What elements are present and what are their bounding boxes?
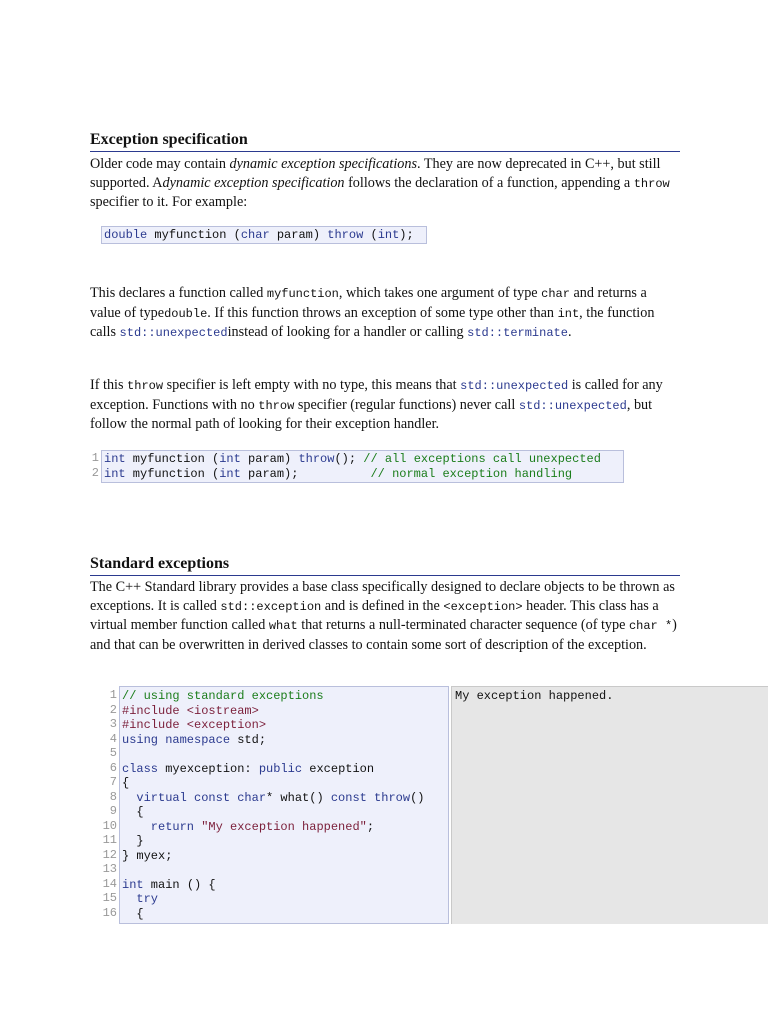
output-panel: My exception happened. xyxy=(451,686,768,924)
paragraph-declares: This declares a function called myfunction, which takes one argument of type char and returns a value of typedouble. If this function throws an exception of some type other than int, the function calls std::unexpectedinstead of looking for a handler or calling std::terminate. xyxy=(90,285,655,340)
code-line: int main () { xyxy=(122,877,216,892)
paragraph-empty-throw: If this throw specifier is left empty with no type, this means that std::unexpected is called for any exception. Functions with no throw specifier (regular functions) never call std::unexpected, but follow the normal path of looking for their exception handler. xyxy=(90,377,663,432)
code-line: virtual const char* what() const throw() xyxy=(122,790,425,805)
code-line: #include <iostream> xyxy=(122,703,259,718)
section-title-standard-exceptions: Standard exceptions xyxy=(90,554,680,576)
code-line: class myexception: public exception xyxy=(122,761,375,776)
code-example-throw-spec: double myfunction (char param) throw (int); xyxy=(101,226,427,244)
code3-line-numbers: 1 2 3 4 5 6 7 8 9 10 11 12 13 14 15 16 xyxy=(102,688,117,920)
code-line: } xyxy=(122,834,144,848)
link-std-unexpected-3[interactable]: std::unexpected xyxy=(518,398,627,413)
code-line: int myfunction (int param) throw(); // all exceptions call unexpected xyxy=(104,452,601,466)
code-line: } myex; xyxy=(122,848,173,863)
code-line: return "My exception happened"; xyxy=(122,819,375,834)
code-line: using namespace std; xyxy=(122,732,267,747)
code-line xyxy=(122,747,448,762)
code-line xyxy=(122,863,448,878)
code-block-standard-exceptions xyxy=(119,686,449,924)
code-line: // using standard exceptions xyxy=(122,689,324,703)
paragraph-standard-exceptions: The C++ Standard library provides a base class specifically designed to declare objects to be thrown as exceptions. It is called std::exception and is defined in the <exception> header. This class has a virtual member function called what that returns a null-terminated character sequence (of type char *) and that can be overwritten in derived classes to contain some sort of description of the exception. xyxy=(90,579,677,653)
paragraph-intro: Older code may contain dynamic exception specifications. They are now deprecated in C++, but still supported. Adynamic exception specification follows the declaration of a function, appending a throw specifier to it. For example: xyxy=(90,156,670,210)
section-title-exception-specification: Exception specification xyxy=(90,130,680,152)
link-std-terminate[interactable]: std::terminate xyxy=(467,326,568,340)
code2-line-numbers: 1 2 xyxy=(91,451,99,480)
code-line: int myfunction (int param); // normal exception handling xyxy=(104,466,573,481)
code-line: try xyxy=(122,892,159,906)
code-line: { xyxy=(122,776,130,790)
code-line: #include <exception> xyxy=(122,718,267,732)
link-std-unexpected-2[interactable]: std::unexpected xyxy=(460,379,569,393)
code-line: { xyxy=(122,805,144,819)
code-block-throw-examples xyxy=(101,450,624,483)
code-line: { xyxy=(122,906,144,921)
link-std-unexpected[interactable]: std::unexpected xyxy=(119,326,228,340)
